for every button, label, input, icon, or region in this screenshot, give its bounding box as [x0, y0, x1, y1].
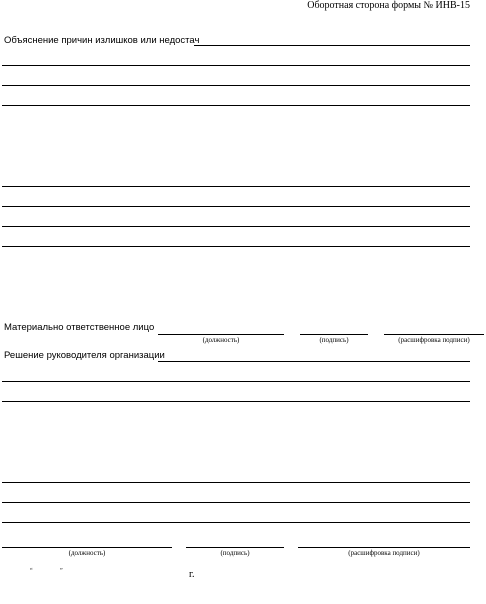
- explanation-line[interactable]: [2, 226, 470, 227]
- responsible-signature-line[interactable]: [300, 334, 368, 335]
- decision-label: Решение руководителя организации: [4, 350, 165, 361]
- caption-signature: (подпись): [220, 549, 250, 557]
- explanation-line[interactable]: [2, 65, 470, 66]
- caption-signature-decoding: (расшифровка подписи): [398, 336, 470, 344]
- caption-signature: (подпись): [319, 336, 349, 344]
- decision-line-first[interactable]: [158, 361, 470, 362]
- caption-signature-decoding: (расшифровка подписи): [348, 549, 420, 557]
- responsible-person-label: Материально ответственное лицо: [4, 322, 155, 333]
- manager-signature-decoding-line[interactable]: [298, 547, 470, 548]
- form-reference: Оборотная сторона формы № ИНВ-15: [307, 0, 470, 11]
- explanation-line-first[interactable]: [194, 45, 470, 46]
- manager-signature-line[interactable]: [186, 547, 284, 548]
- caption-position: (должность): [202, 336, 240, 344]
- decision-line[interactable]: [2, 381, 470, 382]
- responsible-signature-decoding-line[interactable]: [384, 334, 484, 335]
- explanation-line[interactable]: [2, 85, 470, 86]
- decision-line[interactable]: [2, 522, 470, 523]
- year-suffix: г.: [189, 569, 195, 580]
- explanation-line[interactable]: [2, 105, 470, 106]
- decision-line[interactable]: [2, 502, 470, 503]
- date-open-quote: “: [30, 568, 33, 574]
- explanation-line[interactable]: [2, 246, 470, 247]
- responsible-position-line[interactable]: [158, 334, 284, 335]
- decision-line[interactable]: [2, 482, 470, 483]
- explanation-label: Объяснение причин излишков или недостач: [4, 35, 200, 46]
- date-close-quote: ”: [60, 568, 63, 574]
- manager-position-line[interactable]: [2, 547, 172, 548]
- decision-line[interactable]: [2, 401, 470, 402]
- explanation-line[interactable]: [2, 206, 470, 207]
- caption-position: (должность): [68, 549, 106, 557]
- explanation-line[interactable]: [2, 186, 470, 187]
